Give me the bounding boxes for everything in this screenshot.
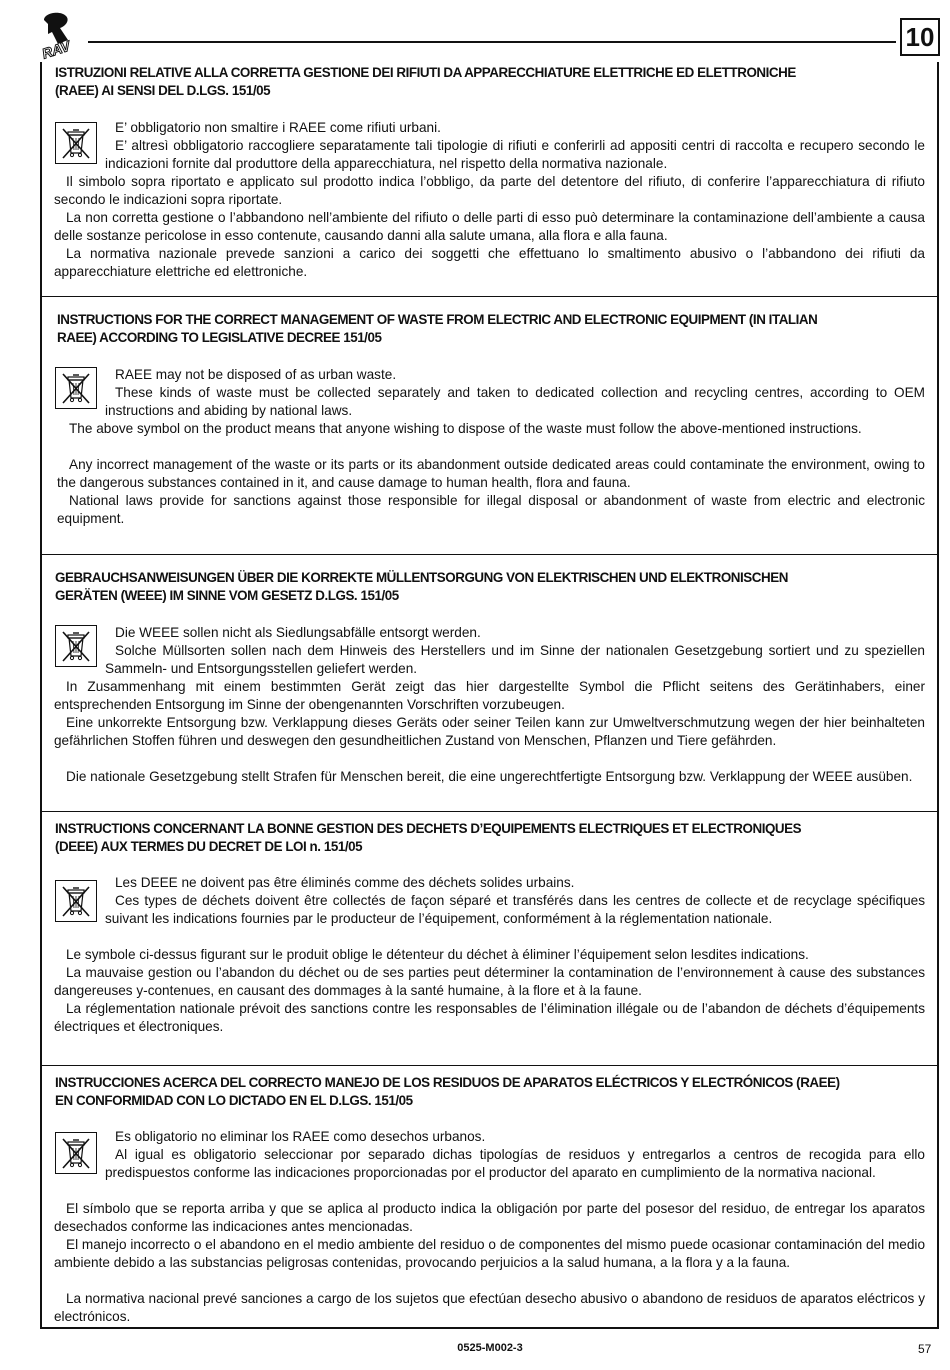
crossed-bin-icon (56, 626, 96, 666)
weee-bin-icon (55, 880, 97, 922)
paragraph: El símbolo que se reporta arriba y que se aplica al producto indica la obligación por parte del posesor del residuo, de entregar los aparatos desechados conforme las indicaciones antes mencionadas. (54, 1201, 925, 1234)
section-german (42, 555, 937, 812)
section-french (42, 812, 937, 1066)
weee-bin-icon (55, 625, 97, 667)
paragraph: National laws provide for sanctions against those responsible for illegal disposal or abandonment of waste from electric and electronic equipment. (57, 493, 925, 526)
paragraph: Solche Müllsorten sollen nach dem Hinweis des Herstellers und im Sinne der nationalen Gesetzgebung sortiert und zu speziellen Sammeln- und Entsorgungsstellen geliefert werden. (105, 643, 925, 676)
paragraph: Eine unkorrekte Entsorgung bzw. Verklappung dieses Geräts oder seiner Teilen kann zur Umweltverschmutzung wegen der hier beinhalteten gefährlichen Stoffen führen und deswegen den gesundheitlichen Zustand von Menschen, Pflanzen und Tiere gefährden. (54, 715, 925, 748)
weee-bin-icon (55, 122, 97, 164)
paragraph: Die nationale Gesetzgebung stellt Strafen für Menschen bereit, die eine ungerechtfertigte Entsorgung bzw. Verklappung der WEEE ausüben. (66, 769, 913, 784)
section-spanish (42, 1066, 937, 1329)
paragraph: La normativa nacional prevé sanciones a cargo de los sujetos que efectúan desecho abusivo o abandono de residuos de aparatos eléctricos y electrónicos. (54, 1291, 925, 1324)
paragraph: These kinds of waste must be collected separately and taken to dedicated collection and recycling centres, according to OEM instructions and abiding by national laws. (105, 385, 925, 418)
paragraph: RAEE may not be disposed of as urban waste. (115, 367, 397, 382)
paragraph: Al igual es obligatorio seleccionar por separado dichas tipologías de residuos y entregarlos a centros de recogida para ello predispuestos conforme las indicaciones proporcionadas por el productor del aparato en cumplimiento de la normativa nacional. (105, 1147, 925, 1180)
section-title: INSTRUCCIONES ACERCA DEL CORRECTO MANEJO DE LOS RESIDUOS DE APARATOS ELÉCTRICOS Y ELECTRÓNICOS (RAEE) EN CONFORMIDAD CON LO DICTADO EN EL D.LGS. 151/05 (55, 1075, 840, 1108)
paragraph: E’ altresì obbligatorio raccogliere separatamente tali tipologie di rifiuti e conferirli ad appositi centri di raccolta e recupero secondo le indicazioni fornite dal produttore della apparecchiatura, nel rispetto della normativa nazionale. (105, 138, 925, 171)
content-frame (40, 62, 939, 1329)
document-code: 0525-M002-3 (457, 1342, 523, 1354)
paragraph: In Zusammenhang mit einem bestimmten Gerät zeigt das hier dargestellte Symbol die Pflicht seitens des Gerätinhabers, einer entsprechenden Entsorgung im Sinne der obengenannten Vorschriften vorzubeugen. (54, 679, 925, 712)
paragraph: Es obligatorio no eliminar los RAEE como desechos urbanos. (115, 1129, 486, 1144)
section-title: INSTRUCTIONS CONCERNANT LA BONNE GESTION DES DECHETS D’EQUIPEMENTS ELECTRIQUES ET ELECTRONIQUES (DEEE) AUX TERMES DU DECRET DE LOI n. 151/05 (55, 821, 802, 854)
crossed-bin-icon (56, 1133, 96, 1173)
paragraph: La non corretta gestione o l’abbandono nell’ambiente del rifiuto o delle parti di esso può determinare la contaminazione dell’ambiente a causa delle sostanze pericolose in esso contenute, causando danni alla salute umana, alla flora e alla fauna. (54, 210, 925, 243)
paragraph: La mauvaise gestion ou l’abandon du déchet ou de ses parties peut déterminer la contamination de l’environnement à cause des substances dangereuses y-contenues, en causant des dommages à la santé humaine, à la flore et à la faune. (54, 965, 925, 998)
crossed-bin-icon (56, 368, 96, 408)
paragraph: Ces types de déchets doivent être collectés de façon séparé et transférés dans les centres de collecte et de recyclage spécifiques suivant les indications fournies par le producteur de l’équipement, conformément à la réglementation nationale. (105, 893, 925, 926)
crossed-bin-icon (56, 123, 96, 163)
paragraph: Les DEEE ne doivent pas être éliminés comme des déchets solides urbains. (115, 875, 575, 890)
section-title: GEBRAUCHSANWEISUNGEN ÜBER DIE KORREKTE MÜLLENTSORGUNG VON ELEKTRISCHEN UND ELEKTRONISCHEN GERÄTEN (WEEE) IM SINNE VOM GESETZ D.LGS. 151/05 (55, 570, 788, 603)
header-rule (88, 41, 896, 43)
chapter-number-box: 10 (900, 18, 940, 56)
weee-bin-icon (55, 1132, 97, 1174)
paragraph: E’ obbligatorio non smaltire i RAEE come rifiuti urbani. (115, 120, 441, 135)
section-title: ISTRUZIONI RELATIVE ALLA CORRETTA GESTIONE DEI RIFIUTI DA APPARECCHIATURE ELETTRICHE ED ELETTRONICHE (RAEE) AI SENSI DEL D.LGS. 151/05 (55, 65, 796, 98)
paragraph: Die WEEE sollen nicht als Siedlungsabfälle entsorgt werden. (115, 625, 481, 640)
paragraph: La réglementation nationale prévoit des sanctions contre les responsables de l’élimination illégale ou de l’abandon de déchets d’équipements électriques et électroniques. (54, 1001, 925, 1034)
paragraph: El manejo incorrecto o el abandono en el medio ambiente del residuo o de componentes del mismo puede ocasionar contaminación del medio ambiente debido a las substancias peligrosas contenidas, provocando perjuicios a la salud humana, a la flora y a la fauna. (54, 1237, 925, 1270)
section-english (42, 297, 937, 555)
section-italian (42, 62, 937, 297)
paragraph: Any incorrect management of the waste or its parts or its abandonment outside dedicated areas could contaminate the environment, owing to the dangerous substances contained in it, and cause damage to human health, flora and fauna. (57, 457, 925, 490)
paragraph: La normativa nazionale prevede sanzioni a carico dei soggetti che effettuano lo smaltimento abusivo o l’abbandono dei rifiuti da apparecchiature elettriche ed elettroniche. (54, 246, 925, 279)
logo-lettering: RAV (40, 37, 73, 60)
weee-bin-icon (55, 367, 97, 409)
page-number: 57 (918, 1342, 932, 1356)
section-title: INSTRUCTIONS FOR THE CORRECT MANAGEMENT OF WASTE FROM ELECTRIC AND ELECTRONIC EQUIPMENT (IN ITALIAN RAEE) ACCORDING TO LEGISLATIVE DECREE 151/05 (57, 312, 818, 345)
rav-logo (38, 10, 82, 60)
paragraph: Le symbole ci-dessus figurant sur le produit oblige le détenteur du déchet à éliminer l’équipement selon lesdites indications. (66, 947, 809, 962)
crossed-bin-icon (56, 881, 96, 921)
paragraph: Il simbolo sopra riportato e applicato sul prodotto indica l’obbligo, da parte del detentore del rifiuto, di conferire l’apparecchiatura di rifiuto secondo le indicazioni sopra riportate. (54, 174, 925, 207)
paragraph: The above symbol on the product means that anyone wishing to dispose of the waste must follow the above-mentioned instructions. (69, 421, 862, 436)
